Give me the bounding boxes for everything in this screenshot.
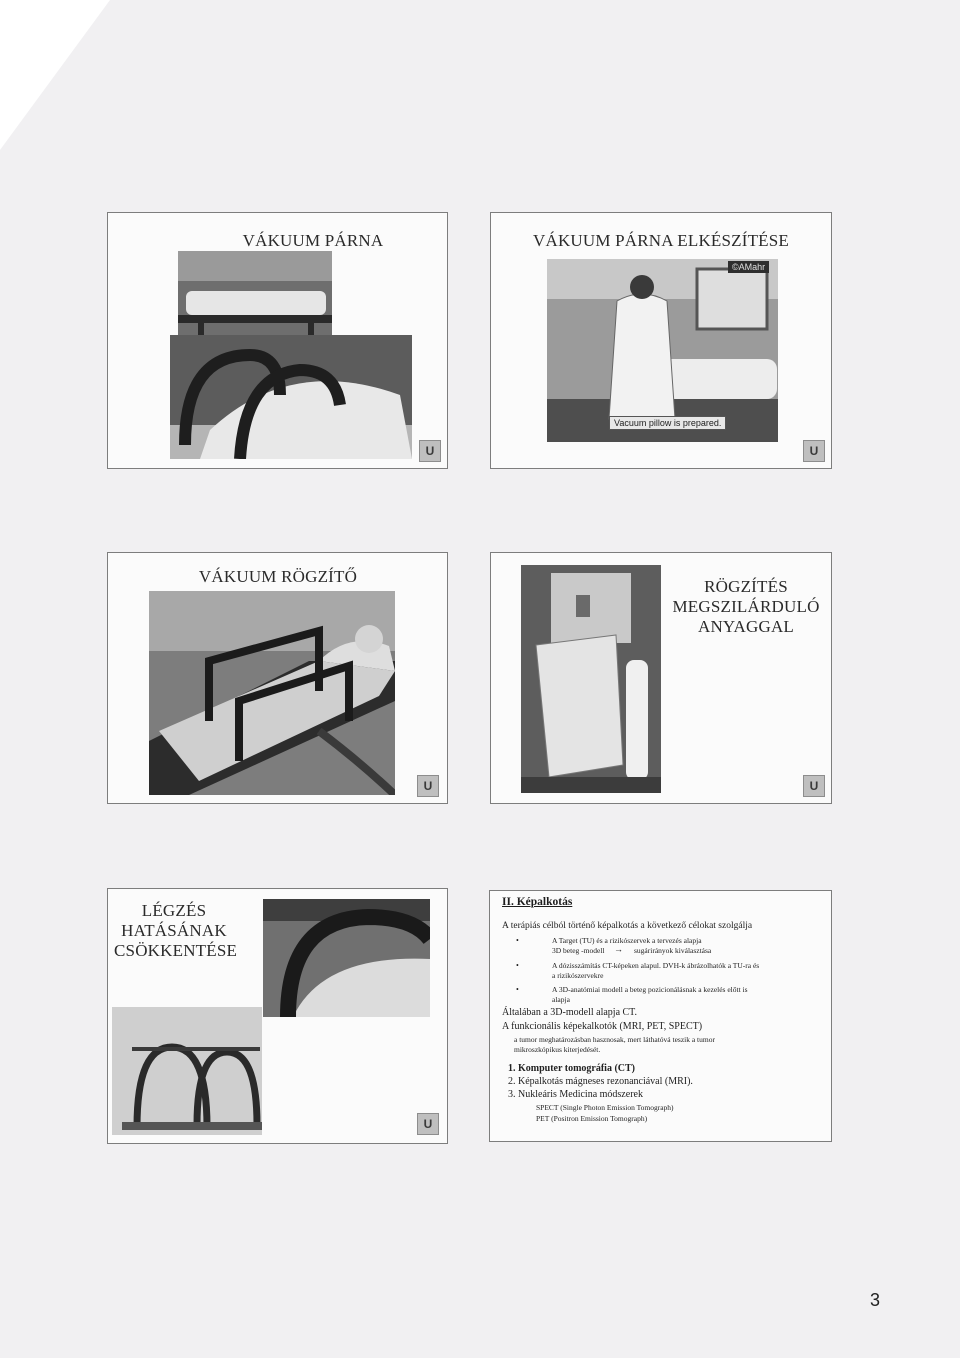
slide-vacuum-fixator <box>107 552 448 804</box>
bullet-1-model: 3D beteg -modell <box>552 946 605 955</box>
sublist-pet: PET (Positron Emission Tomograph) <box>536 1114 648 1123</box>
photo-vacuum-pillow-frame <box>170 335 412 459</box>
slide-vacuum-pillow <box>107 212 448 469</box>
slide-title <box>114 901 238 961</box>
general-text: Általában a 3D-modell alapja CT. <box>502 1007 638 1018</box>
slide-vacuum-pillow-preparation <box>490 212 832 469</box>
title-line-3: CSÖKKENTÉSE <box>114 941 238 961</box>
functional-text: A funkcionális képekalkotók (MRI, PET, SPECT) <box>502 1021 703 1032</box>
slide-fixation-hardening-material <box>490 552 832 804</box>
slide-logo-icon: U <box>419 440 441 462</box>
slide-title: VÁKUUM PÁRNA <box>242 231 384 250</box>
slide-logo-icon: U <box>417 1113 439 1135</box>
photo-breathing-frame-patient <box>263 899 430 1017</box>
photo-caption: Vacuum pillow is prepared. <box>609 416 726 430</box>
sublist-spect: SPECT (Single Photon Emission Tomograph) <box>536 1103 674 1112</box>
page-number: 3 <box>870 1290 881 1310</box>
bullet-3: A 3D-anatómiai modell a beteg pozicionálásnak a kezelés előtt is <box>552 985 748 994</box>
bullet-2-cont: a rizikószervekre <box>552 971 604 980</box>
photo-vacuum-fixator <box>149 591 395 795</box>
photo-hardening-material <box>521 565 661 793</box>
title-line-2: HATÁSÁNAK <box>121 921 227 941</box>
title-line-3: ANYAGGAL <box>697 617 795 637</box>
photo-vacuum-pillow-table <box>178 251 332 335</box>
slide-breathing-reduction <box>107 888 448 1144</box>
photo-watermark: ©AMahr <box>728 261 769 273</box>
title-line-2: MEGSZILÁRDULÓ <box>672 597 820 617</box>
slide-logo-icon: U <box>803 440 825 462</box>
photo-breathing-frame-device <box>112 1007 262 1135</box>
title-line-1: RÖGZÍTÉS <box>704 577 788 596</box>
slide-logo-icon: U <box>417 775 439 797</box>
slide-logo-icon: U <box>803 775 825 797</box>
intro-text: A terápiás célból történő képalkotás a következő célokat szolgálja <box>502 921 753 931</box>
list-item-ct: 1. Komputer tomográfia (CT) <box>508 1063 636 1074</box>
bullet-1-directions: sugárirányok kiválasztása <box>634 946 712 955</box>
bullet-1-arrow: → <box>614 944 623 954</box>
bullet-3-cont: alapja <box>552 995 570 1004</box>
bullet-1: A Target (TU) és a rizikószervek a tervezés alapja <box>552 936 702 945</box>
slide-title: VÁKUUM PÁRNA ELKÉSZÍTÉSE <box>532 231 790 250</box>
functional-detail-1: a tumor meghatározásban hasznosak, mert láthatóvá teszik a tumor <box>514 1035 715 1044</box>
slide-title: VÁKUUM RÖGZÍTŐ <box>198 567 358 586</box>
functional-detail-2: mikroszkópikus kiterjedését. <box>514 1045 601 1054</box>
slide-imaging: II. Képalkotás A terápiás célból történő képalkotás a következő célokat szolgálja • A Target (TU) és a rizikószervek a tervezés alapja 3D beteg -modell → sugárirányok kiválasztása • A dózisszámítás CT-képeken alapul. DVH-k ábrázolhatók a TU-ra és a rizikószervekre • A 3D-anatómiai modell a beteg pozicionálásnak a kezelés előtt is alapja Általában a 3D-modell alapja CT. A funkcionális képekalkotók (MRI, PET, SPECT) a tumor meghatározásban hasznosak, mert láthatóvá teszik a tumor mikroszkópikus kiterjedését. 1. Komputer tomográfia (CT) 2. Képalkotás mágneses rezonanciával (MRI). 3. Nukleáris Medicina módszerek SPECT (Single Photon Emission Tomograph) PET (Positron Emission Tomograph) <box>489 890 832 1142</box>
bullet-2: A dózisszámítás CT-képeken alapul. DVH-k ábrázolhatók a TU-ra és <box>552 961 760 970</box>
photo-preparing-pillow <box>547 259 778 442</box>
title-line-1: LÉGZÉS <box>141 901 207 920</box>
slide-title <box>671 577 821 637</box>
list-item-nuclear: 3. Nukleáris Medicina módszerek <box>508 1089 643 1100</box>
list-item-mri: 2. Képalkotás mágneses rezonanciával (MRI). <box>508 1076 693 1087</box>
slide-heading: II. Képalkotás <box>502 896 573 908</box>
page-corner-fold <box>0 0 110 150</box>
